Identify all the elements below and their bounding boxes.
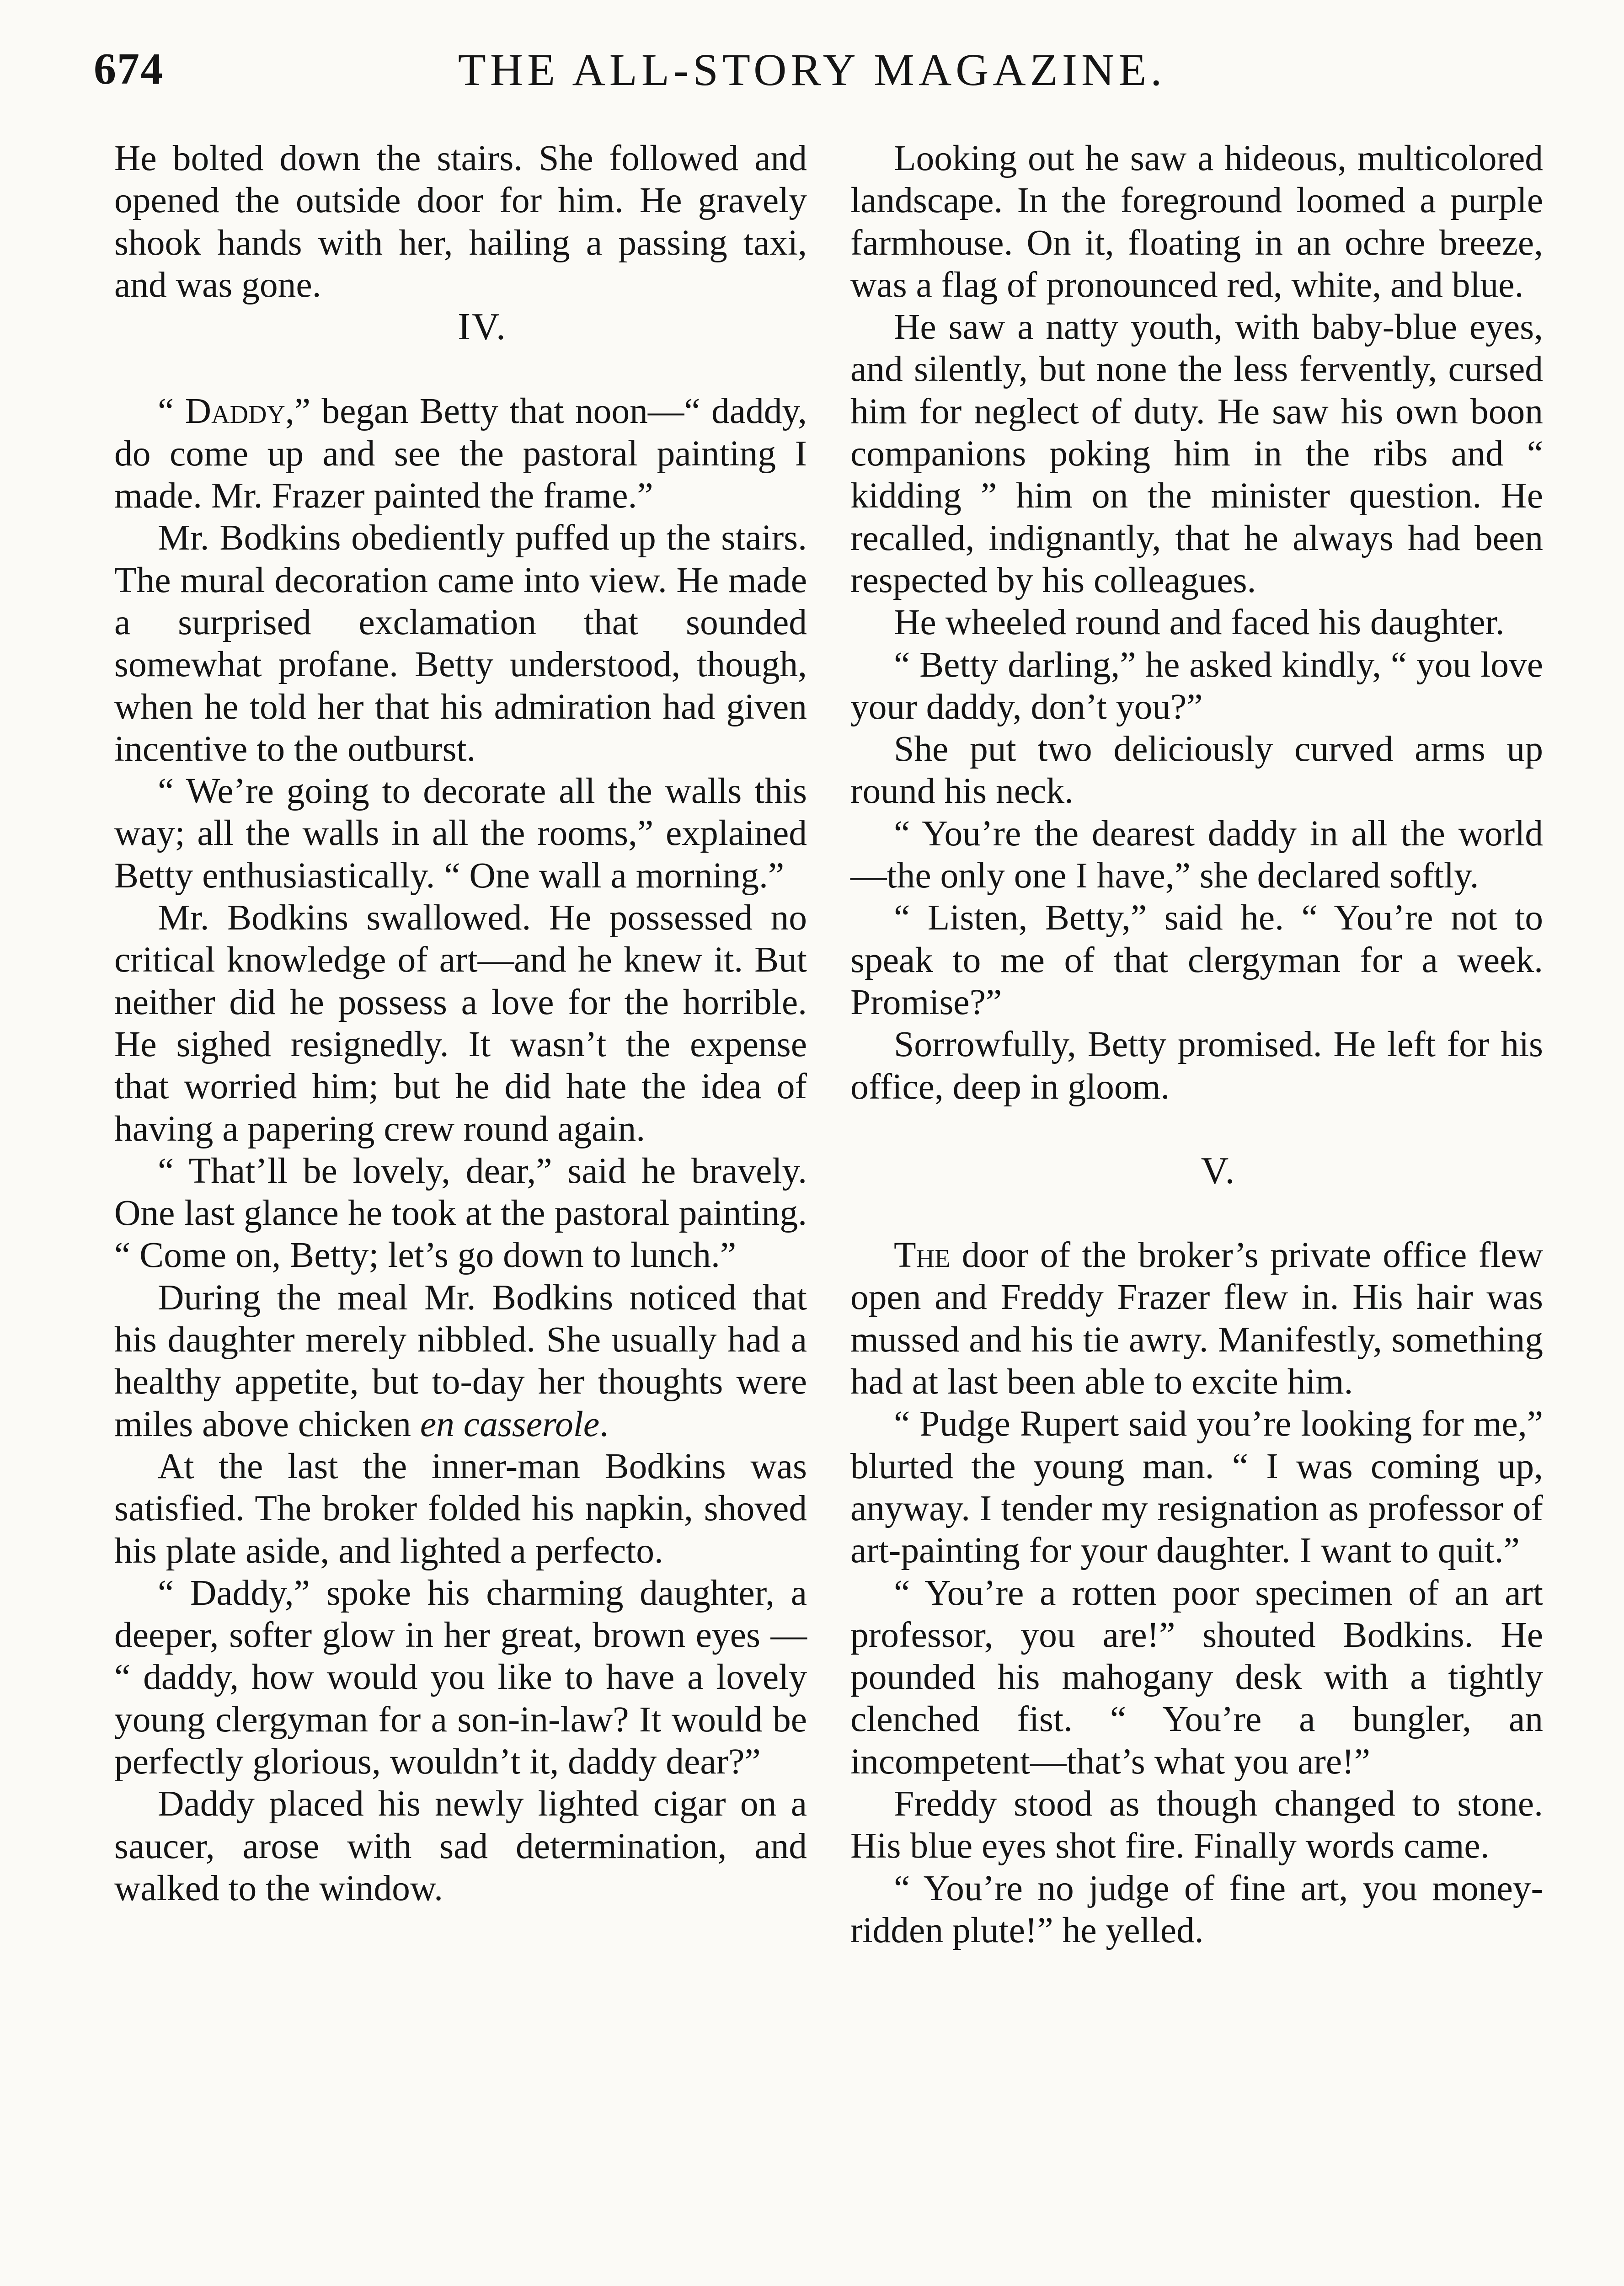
page-number: 674 [94,44,164,94]
section-heading-v: V. [1201,1149,1236,1192]
paragraph: “ We’re going to decorate all the walls this way; all the walls in all the rooms,” explained Betty enthusiastically. “ One wall a morning.” [114,771,807,896]
running-title: THE ALL-STORY MAGAZINE. [458,44,1166,95]
paragraph: Daddy placed his newly lighted cigar on a saucer, arose with sad determination, and walked to the window. [114,1784,807,1908]
paragraph: “ Daddy,” spoke his charming daughter, a deeper, softer glow in her great, brown eyes — “ daddy, how would you like to have a lovely young clergyman for a son-in-law? It would be perfectly glorious, wouldn’t it, daddy dear?” [114,1572,807,1782]
paragraph: He bolted down the stairs. She followed and opened the outside door for him. He gravely shook hands with her, hailing a passing taxi, and was gone. [114,138,807,305]
paragraph: “ Listen, Betty,” said he. “ You’re not to speak to me of that clergyman for a week. Promise?” [850,897,1543,1022]
paragraph: Freddy stood as though changed to stone. His blue eyes shot fire. Finally words came. [850,1783,1543,1866]
paragraph: Mr. Bodkins swallowed. He possessed no critical knowledge of art—and he knew it. But neither did he possess a love for the horrible. He sighed resignedly. It wasn’t the expense that worried him; but he did hate the idea of having a papering crew round again. [114,897,807,1149]
paragraph: During the meal Mr. Bodkins noticed that his daughter merely nibbled. She usually had a healthy appetite, but to-day her thoughts were miles above chicken en casserole. [114,1277,807,1444]
paragraph: Mr. Bodkins obediently puffed up the stairs. The mural decoration came into view. He made a surprised exclamation that sounded somewhat profane. Betty understood, though, when he told her that his admiration had given incentive to the outburst. [114,518,807,769]
paragraph: “ You’re no judge of fine art, you money-ridden plute!” he yelled. [850,1868,1543,1950]
right-column [850,137,1543,1951]
paragraph: “ That’ll be lovely, dear,” said he bravely. One last glance he took at the pastoral painting. “ Come on, Betty; let’s go down to lunch.” [114,1150,807,1276]
paragraph: “ Betty darling,” he asked kindly, “ you love your daddy, don’t you?” [850,644,1543,727]
paragraph: “ You’re the dearest daddy in all the world—the only one I have,” she declared softly. [850,813,1543,896]
small-caps-lead: “ Daddy,” [158,391,311,432]
left-column [114,137,807,1909]
paragraph: The door of the broker’s private office flew open and Freddy Frazer flew in. His hair was mussed and his tie awry. Manifestly, something had at last been able to excite him. [850,1235,1543,1402]
small-caps-lead: The [894,1235,951,1276]
paragraph: “ Pudge Rupert said you’re looking for me,” blurted the young man. “ I was coming up, anyway. I tender my resignation as professor of art-painting for your daughter. I want to quit.” [850,1404,1543,1571]
paragraph: He wheeled round and faced his daughter. [894,602,1505,643]
section-heading-iv: IV. [458,305,507,348]
paragraph: Sorrowfully, Betty promised. He left for his office, deep in gloom. [850,1024,1543,1107]
paragraph: Looking out he saw a hideous, multicolored landscape. In the foreground loomed a purple farmhouse. On it, floating in an ochre breeze, was a flag of pronounced red, white, and blue. [850,138,1543,305]
paragraph: He saw a natty youth, with baby-blue eyes, and silently, but none the less fervently, cursed him for neglect of duty. He saw his own boon companions poking him in the ribs and “ kidding ” him on the minister question. He recalled, indignantly, that he always had been respected by his colleagues. [850,307,1543,600]
paragraph: She put two deliciously curved arms up round his neck. [850,729,1543,812]
paragraph: “ Daddy,” began Betty that noon—“ daddy, do come up and see the pastoral painting I made. Mr. Frazer painted the frame.” [114,391,807,516]
paragraph: “ You’re a rotten poor specimen of an art professor, you are!” shouted Bodkins. He pounded his mahogany desk with a tightly clenched fist. “ You’re a bungler, an incompetent—that’s what you are!” [850,1572,1543,1782]
italic-phrase: en casserole [420,1404,600,1444]
page-header [0,43,1624,117]
paragraph: At the last the inner-man Bodkins was satisfied. The broker folded his napkin, shoved his plate aside, and lighted a perfecto. [114,1446,807,1571]
